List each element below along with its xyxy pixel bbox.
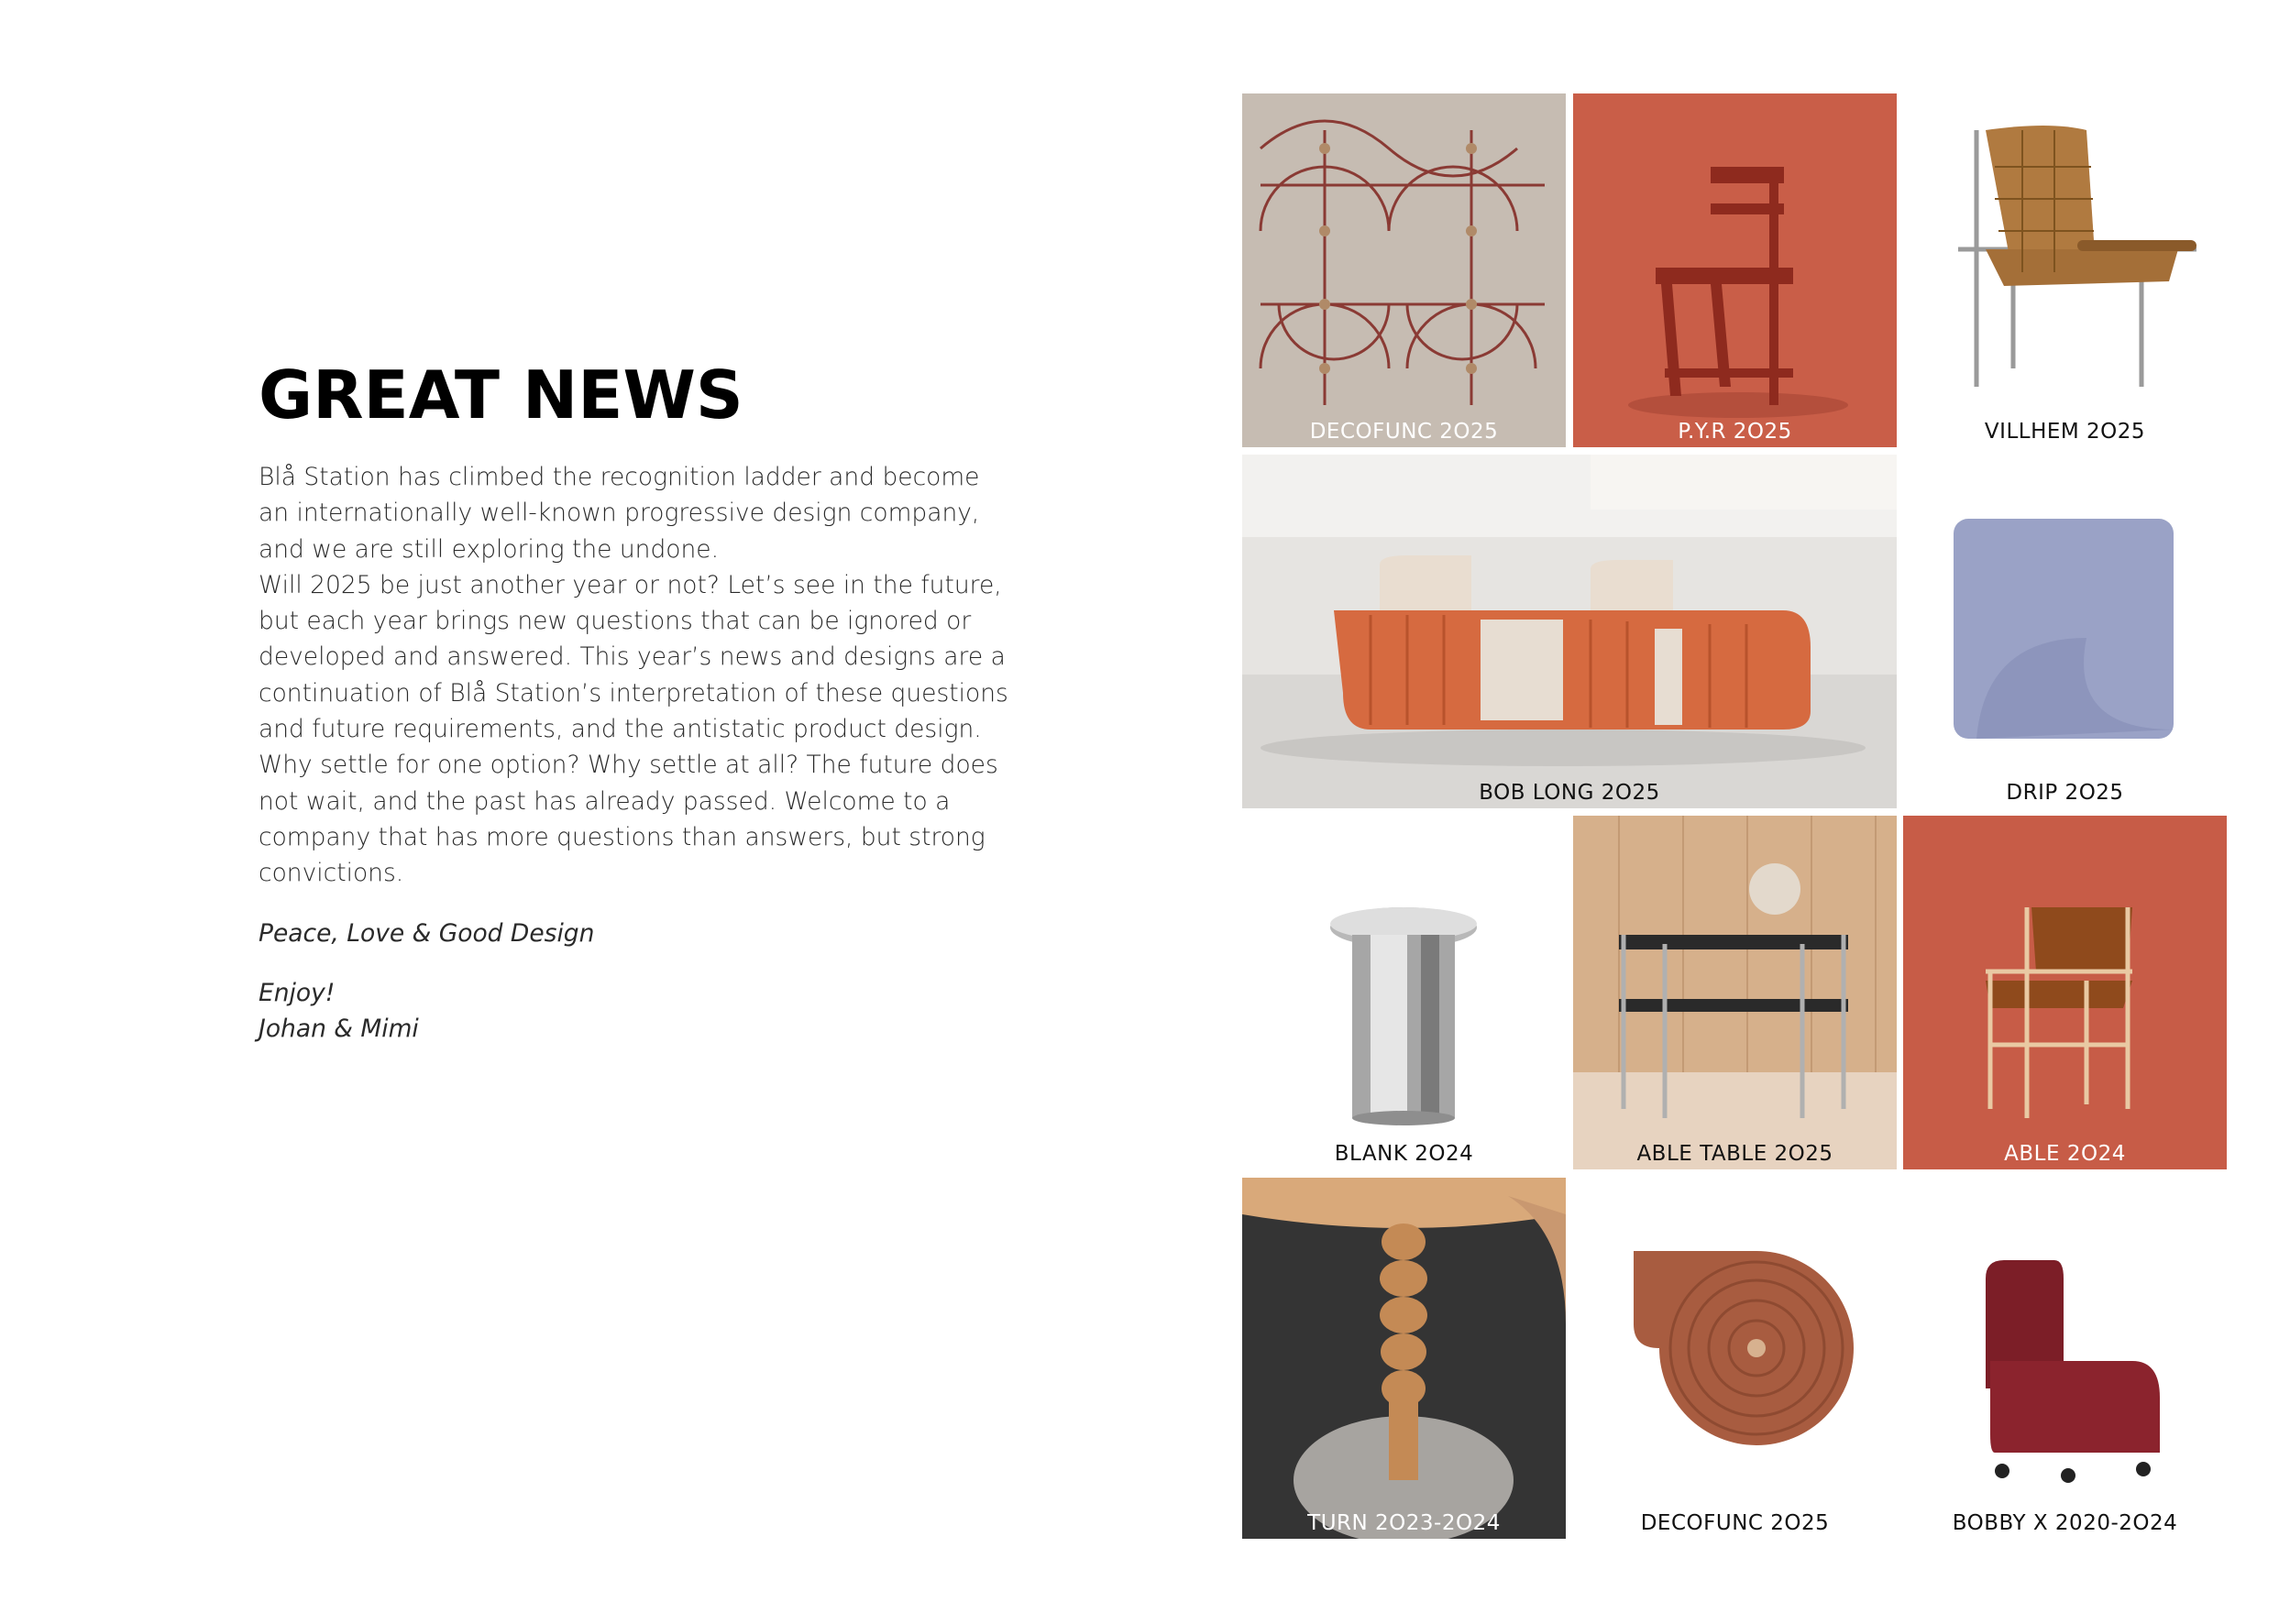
caption: P.Y.R 2O25 [1678, 420, 1792, 444]
caption: ABLE 2O24 [2004, 1142, 2126, 1166]
intro-text [259, 357, 1010, 1047]
caption: VILLHEM 2O25 [1984, 420, 2146, 444]
signature: Johan & Mimi [259, 1015, 419, 1044]
product-tile-turn[interactable] [1242, 1178, 1566, 1539]
able-chair-image [1903, 816, 2227, 1169]
product-tile-bobby-x[interactable] [1903, 1178, 2227, 1539]
product-tile-decofunc-wall[interactable] [1242, 93, 1566, 447]
caption: ABLE TABLE 2O25 [1636, 1142, 1833, 1166]
product-tile-pyr[interactable] [1573, 93, 1897, 447]
product-tile-bob-long[interactable] [1242, 455, 1897, 808]
villhem-chair-image [1903, 93, 2227, 447]
caption: BLANK 2O24 [1334, 1142, 1474, 1166]
paragraph-2: Will 2025 be just another year or not? Let’s see in the future, but each year brings new questions that can be ignored or developed and answered. This year’s news and designs are a continuation of Blå Station’s interpretation of these questions and future requirements, and the antistatic product design. [259, 570, 1008, 744]
product-tile-decofunc-disc[interactable] [1573, 1178, 1897, 1539]
caption: BOB LONG 2O25 [1479, 781, 1660, 805]
decofunc-panel-image [1242, 93, 1566, 447]
enjoy-line: Enjoy! [259, 978, 336, 1007]
caption: BOBBY X 2020-2O24 [1952, 1511, 2178, 1535]
body-copy [259, 459, 1010, 1047]
product-tile-able-table[interactable] [1573, 816, 1897, 1169]
bobby-x-chair-image [1903, 1178, 2227, 1539]
product-tile-drip[interactable] [1903, 455, 2227, 808]
motto: Peace, Love & Good Design [259, 918, 595, 948]
bob-long-sofa-image [1242, 455, 1897, 808]
decofunc-disc-image [1573, 1178, 1897, 1539]
blank-table-image [1242, 816, 1566, 1169]
drip-panel-image [1903, 455, 2227, 808]
turn-table-image [1242, 1178, 1566, 1539]
paragraph-3: Why settle for one option? Why settle at all? The future does not wait, and the past has already passed. Welcome to a company that has more questions than answers, but strong convictions. [259, 751, 998, 888]
product-tile-villhem[interactable] [1903, 93, 2227, 447]
product-tile-blank[interactable] [1242, 816, 1566, 1169]
page-title: GREAT NEWS [259, 357, 743, 433]
caption: DECOFUNC 2O25 [1640, 1511, 1830, 1535]
caption: TURN 2O23-2O24 [1307, 1511, 1501, 1535]
paragraph-1: Blå Station has climbed the recognition ladder and become an internationally well-known progressive design company, and we are still exploring the undone. [259, 463, 980, 564]
caption: DECOFUNC 2O25 [1309, 420, 1499, 444]
pyr-chair-image [1573, 93, 1897, 447]
product-tile-able[interactable] [1903, 816, 2227, 1169]
able-table-image [1573, 816, 1897, 1169]
caption: DRIP 2O25 [2006, 781, 2124, 805]
